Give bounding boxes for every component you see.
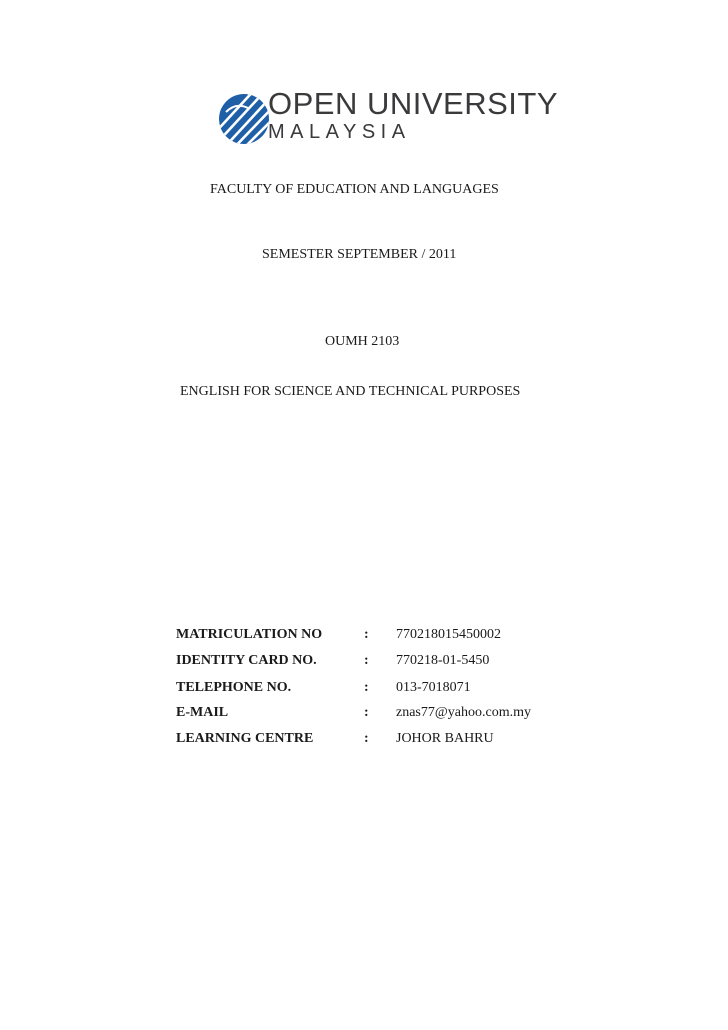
university-logo bbox=[218, 86, 558, 150]
course-title: ENGLISH FOR SCIENCE AND TECHNICAL PURPOSES bbox=[180, 384, 521, 399]
info-colon: : bbox=[364, 731, 369, 746]
info-label: LEARNING CENTRE bbox=[176, 731, 314, 746]
globe-icon bbox=[218, 92, 272, 146]
info-value: 013-7018071 bbox=[396, 680, 471, 695]
info-label: E-MAIL bbox=[176, 705, 229, 720]
semester-heading: SEMESTER SEPTEMBER / 2011 bbox=[262, 247, 457, 262]
info-value: 770218015450002 bbox=[396, 627, 501, 642]
info-value: 770218-01-5450 bbox=[396, 653, 490, 668]
info-value: JOHOR BAHRU bbox=[396, 731, 494, 746]
info-value: znas77@yahoo.com.my bbox=[396, 705, 531, 720]
info-label: TELEPHONE NO. bbox=[176, 680, 292, 695]
info-colon: : bbox=[364, 705, 369, 720]
info-label: MATRICULATION NO bbox=[176, 627, 323, 642]
logo-text-secondary: MALAYSIA bbox=[268, 121, 411, 143]
course-code: OUMH 2103 bbox=[325, 334, 400, 349]
info-label: IDENTITY CARD NO. bbox=[176, 653, 317, 668]
info-colon: : bbox=[364, 680, 369, 695]
faculty-heading: FACULTY OF EDUCATION AND LANGUAGES bbox=[210, 182, 499, 197]
info-colon: : bbox=[364, 653, 369, 668]
logo-text-primary: OPEN UNIVERSITY bbox=[268, 86, 558, 121]
info-colon: : bbox=[364, 627, 369, 642]
